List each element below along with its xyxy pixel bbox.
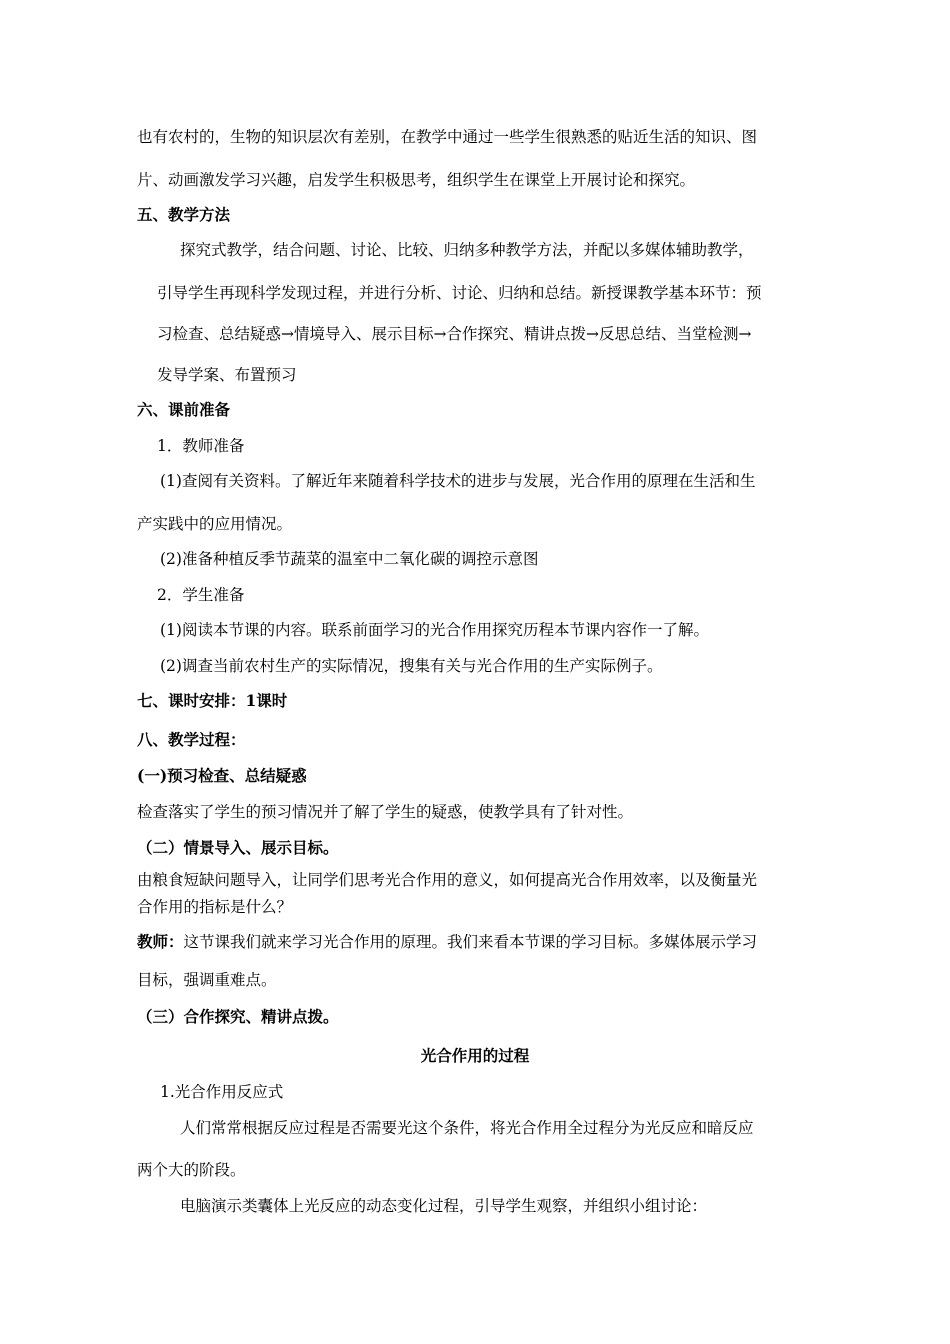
student-prep-item-2: (2)调查当前农村生产的实际情况，搜集有关与光合作用的生产实际例子。 xyxy=(160,657,663,675)
section-heading-schedule: 七、课时安排：1课时 xyxy=(137,691,288,710)
methods-line-3: 习检查、总结疑惑→情境导入、展示目标→合作探究、精讲点拨→反思总结、当堂检测→ xyxy=(157,325,752,343)
section-heading-methods: 五、教学方法 xyxy=(137,205,231,224)
teacher-prep-item-1a: (1)查阅有关资料。了解近年来随着科学技术的进步与发展，光合作用的原理在生活和生 xyxy=(160,472,756,490)
teacher-prep-item-2: (2)准备种植反季节蔬菜的温室中二氧化碳的调控示意图 xyxy=(160,550,539,568)
center-title: 光合作用的过程 xyxy=(420,1046,530,1065)
teacher-label: 教师： xyxy=(137,932,184,951)
student-prep-item-1: (1)阅读本节课的内容。联系前面学习的光合作用探究历程本节课内容作一了解。 xyxy=(160,621,709,639)
part-1-heading: (一)预习检查、总结疑惑 xyxy=(137,766,307,785)
methods-line-2: 引导学生再现科学发现过程，并进行分析、讨论、归纳和总结。新授课教学基本环节：预 xyxy=(157,284,762,302)
paragraph-1b: 两个大的阶段。 xyxy=(137,1161,246,1179)
student-prep-title: 2．学生准备 xyxy=(157,586,245,604)
part-1-text: 检查落实了学生的预习情况并了解了学生的疑惑，使教学具有了针对性。 xyxy=(137,803,634,821)
methods-line-1: 探究式教学，结合问题、讨论、比较、归纳多种教学方法，并配以多媒体辅助教学， xyxy=(180,241,754,259)
item-1-title: 1.光合作用反应式 xyxy=(160,1083,284,1101)
section-heading-preparation: 六、课前准备 xyxy=(137,400,231,419)
paragraph-2: 电脑演示类囊体上光反应的动态变化过程，引导学生观察，并组织小组讨论： xyxy=(180,1197,708,1215)
methods-line-4: 发导学案、布置预习 xyxy=(157,366,297,384)
part-2-heading: （二）情景导入、展示目标。 xyxy=(137,838,339,857)
part-2-text-a: 由粮食短缺问题导入，让同学们思考光合作用的意义，如何提高光合作用效率，以及衡量光 xyxy=(137,871,758,889)
teacher-paragraph-a xyxy=(137,932,757,952)
intro-line-1: 也有农村的，生物的知识层次有差别，在教学中通过一些学生很熟悉的贴近生活的知识、图 xyxy=(137,128,758,146)
part-3-heading: （三）合作探究、精讲点拨。 xyxy=(137,1007,339,1026)
part-2-text-b: 合作用的指标是什么？ xyxy=(137,898,293,916)
intro-line-2: 片、动画激发学习兴趣，启发学生积极思考，组织学生在课堂上开展讨论和探究。 xyxy=(137,171,696,189)
teacher-prep-item-1b: 产实践中的应用情况。 xyxy=(137,515,293,533)
section-heading-process: 八、教学过程： xyxy=(137,730,246,749)
teacher-text-a: 这节课我们就来学习光合作用的原理。我们来看本节课的学习目标。多媒体展示学习 xyxy=(183,933,758,951)
teacher-paragraph-b: 目标，强调重难点。 xyxy=(137,971,277,989)
paragraph-1a: 人们常常根据反应过程是否需要光这个条件，将光合作用全过程分为光反应和暗反应 xyxy=(180,1119,754,1137)
teacher-prep-title: 1．教师准备 xyxy=(157,437,245,455)
